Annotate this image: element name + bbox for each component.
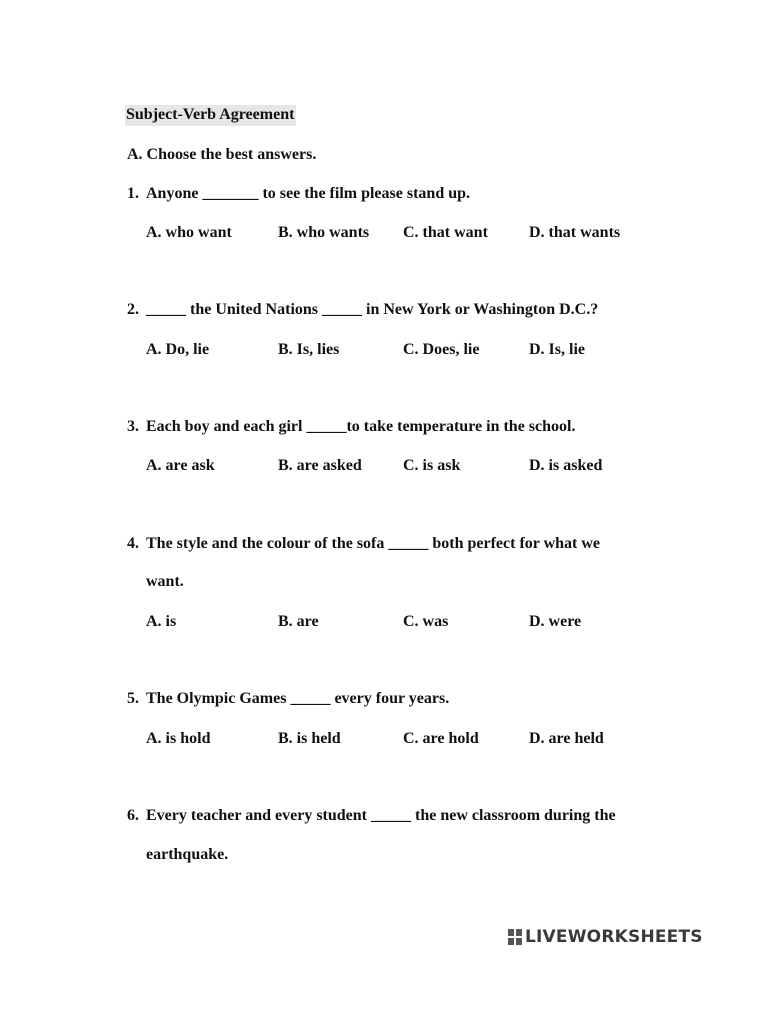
option-d[interactable]: D. is asked: [529, 457, 603, 474]
question-3: [127, 417, 575, 437]
logo-text: LIVEWORKSHEETS: [525, 927, 703, 947]
option-c[interactable]: C. was: [403, 613, 449, 630]
option-a[interactable]: A. is hold: [146, 730, 211, 747]
question-number: 2.: [127, 301, 139, 318]
option-a[interactable]: A. Do, lie: [146, 341, 210, 358]
question-number: 3.: [127, 418, 139, 435]
question-text: Every teacher and every student _____ the new classroom during the: [146, 807, 616, 824]
question-text-continued: want.: [146, 573, 184, 590]
question-text-continued: earthquake.: [146, 846, 229, 863]
option-b[interactable]: B. Is, lies: [278, 341, 340, 358]
liveworksheets-logo: [508, 926, 703, 948]
option-c[interactable]: C. Does, lie: [403, 341, 480, 358]
question-1: [127, 184, 470, 204]
option-a[interactable]: A. is: [146, 613, 177, 630]
option-d[interactable]: D. are held: [529, 730, 604, 747]
question-4: [127, 534, 600, 554]
option-c[interactable]: C. that want: [403, 224, 488, 241]
question-text: The Olympic Games _____ every four years.: [146, 690, 450, 707]
question-text: Anyone _______ to see the film please stand up.: [146, 185, 471, 202]
question-number: 4.: [127, 535, 139, 552]
option-d[interactable]: D. Is, lie: [529, 341, 585, 358]
question-text: _____ the United Nations _____ in New York or Washington D.C.?: [146, 301, 599, 318]
section-heading: A. Choose the best answers.: [127, 146, 317, 163]
page-title: Subject-Verb Agreement: [125, 105, 296, 126]
option-c[interactable]: C. are hold: [403, 730, 479, 747]
question-2: [127, 300, 598, 320]
question-5: [127, 689, 449, 709]
option-b[interactable]: B. are: [278, 613, 319, 630]
option-d[interactable]: D. that wants: [529, 224, 621, 241]
option-b[interactable]: B. are asked: [278, 457, 362, 474]
question-number: 5.: [127, 690, 139, 707]
option-a[interactable]: A. who want: [146, 224, 232, 241]
option-b[interactable]: B. who wants: [278, 224, 370, 241]
option-a[interactable]: A. are ask: [146, 457, 215, 474]
option-c[interactable]: C. is ask: [403, 457, 461, 474]
question-number: 6.: [127, 807, 139, 824]
question-number: 1.: [127, 185, 139, 202]
liveworksheets-logo-icon: [508, 929, 522, 945]
question-6: [127, 806, 616, 826]
question-text: The style and the colour of the sofa _____ both perfect for what we: [146, 535, 601, 552]
option-d[interactable]: D. were: [529, 613, 582, 630]
question-text: Each boy and each girl _____to take temperature in the school.: [146, 418, 576, 435]
option-b[interactable]: B. is held: [278, 730, 341, 747]
